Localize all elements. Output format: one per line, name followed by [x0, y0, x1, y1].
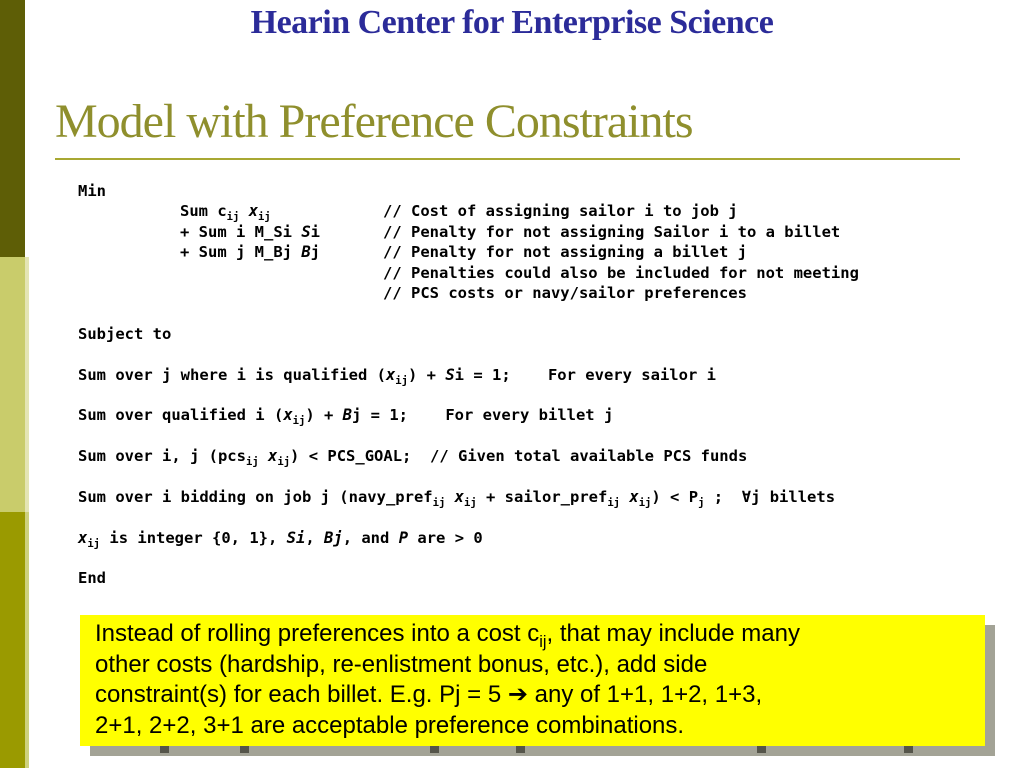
code-expression: + Sum i M_Si Si — [180, 222, 321, 241]
code-comment: // Penalty for not assigning Sailor i to a billet — [383, 222, 841, 241]
accent-bar-light — [0, 257, 25, 512]
code-comment: // Penalty for not assigning a billet j — [383, 243, 747, 262]
accent-bar-edge-light — [25, 257, 29, 512]
model-code — [78, 181, 859, 589]
code-line — [78, 263, 859, 283]
code-line — [78, 344, 835, 364]
code-expression: End — [78, 569, 106, 588]
code-line — [78, 487, 835, 507]
code-line — [78, 242, 835, 262]
code-expression: Sum over j where i is qualified $(x_{ij}) + Si = 1$; For every sailor i — [78, 365, 716, 387]
code-line — [78, 507, 835, 527]
callout-line: other costs (hardship, re-enlistment bonus, etc.), add side — [95, 650, 708, 678]
code-line — [78, 201, 835, 224]
code-expression: $x_{ij}$ is integer {0, 1}, Si, Bj, and P are > 0 — [78, 528, 483, 550]
accent-bar-edge-mid — [25, 512, 29, 768]
org-header: Hearin Center for Enterprise Science — [250, 4, 774, 41]
code-line — [78, 446, 835, 469]
title-rule — [55, 158, 960, 160]
callout-line: Instead of rolling preferences into a cost $c_{ij}$, that may include many — [95, 620, 800, 651]
code-line — [78, 385, 835, 405]
code-expression: Sum over i bidding on job j (navy_pref$_{ij}$ $x_{ij}$ + sailor_pref$_{ij}$ $x_{ij}) < P_j$ ; ∀j billets — [78, 487, 836, 509]
code-line — [78, 222, 841, 242]
code-expression: Sum over i, j (pcs$_{ij}$ $x_{ij}$) < PCS_GOAL; // Given total available PCS funds — [78, 447, 748, 469]
code-line — [78, 405, 835, 428]
hidden-text-mark — [757, 746, 766, 753]
callout-box — [80, 615, 985, 746]
hidden-text-mark — [904, 746, 913, 753]
code-line — [78, 181, 835, 201]
code-line — [78, 303, 835, 323]
code-line — [78, 466, 835, 486]
code-comment: // Penalties could also be included for not meeting — [383, 263, 859, 282]
page-title: Model with Preference Constraints — [55, 95, 693, 148]
callout-line: constraint(s) for each billet. E.g. Pj = 5 ➔ any of 1+1, 1+2, 1+3, — [95, 681, 763, 708]
code-line — [78, 528, 835, 548]
accent-bar-mid — [0, 512, 25, 768]
callout-line: 2+1, 2+2, 3+1 are acceptable preference combinations. — [95, 711, 685, 739]
hidden-text-mark — [160, 746, 169, 753]
hidden-text-mark — [516, 746, 525, 753]
code-line — [78, 283, 835, 303]
code-line — [78, 324, 835, 344]
code-line — [78, 365, 835, 385]
code-expression: Min — [78, 182, 106, 200]
code-comment: // PCS costs or navy/sailor preferences — [383, 283, 747, 302]
code-comment: // Cost of assigning sailor i to job j — [383, 202, 738, 221]
code-expression: Sum $c_{ij}$ $x_{ij}$ — [180, 202, 271, 224]
code-expression: + Sum j M_Bj Bj — [180, 243, 321, 262]
code-expression: Sum over qualified i $(x_{ij}) + Bj = 1$; For every billet j — [78, 406, 614, 428]
hidden-text-mark — [240, 746, 249, 753]
code-line — [78, 548, 835, 568]
code-line — [78, 426, 835, 446]
hidden-text-mark — [430, 746, 439, 753]
code-expression: Subject to — [78, 324, 172, 343]
code-line — [78, 568, 835, 588]
